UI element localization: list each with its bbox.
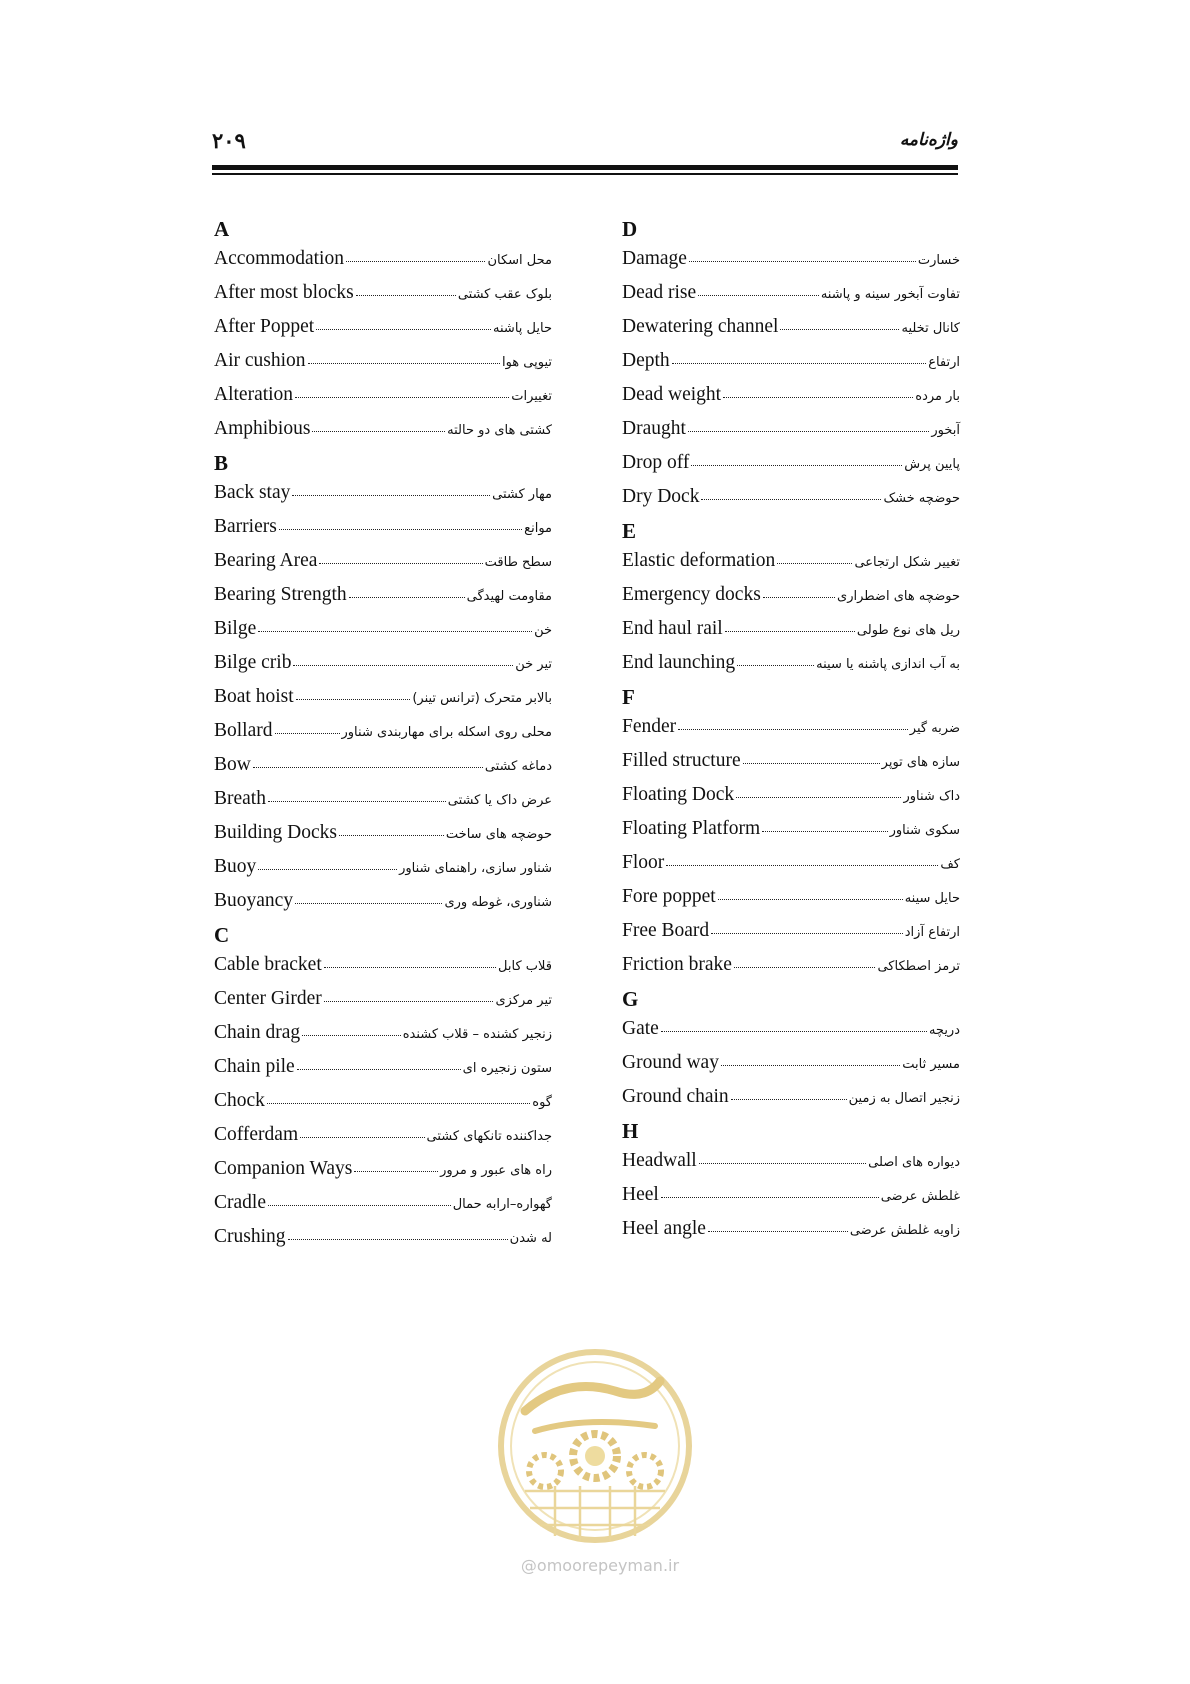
entry-term: Emergency docks xyxy=(622,584,761,605)
entry-definition: جداکننده تانکهای کشتی xyxy=(426,1129,552,1144)
section-letter: E xyxy=(622,519,637,543)
dot-leader xyxy=(721,1065,900,1066)
entry-term: Dewatering channel xyxy=(622,316,779,337)
entry-definition: حایل سینه xyxy=(904,891,960,906)
dot-leader xyxy=(258,631,532,632)
entry-definition: کف xyxy=(940,857,960,872)
glossary-entry xyxy=(622,914,960,948)
entry-definition: عرض داک یا کشتی xyxy=(447,793,552,808)
entry-term: Air cushion xyxy=(214,350,306,371)
glossary-column-right xyxy=(622,212,960,1246)
glossary-entry xyxy=(622,242,960,276)
glossary-entry xyxy=(214,242,552,276)
dot-leader xyxy=(743,763,880,764)
glossary-entry xyxy=(622,578,960,612)
glossary-entry xyxy=(622,1080,960,1114)
entry-definition: ترمز اصطکاکی xyxy=(877,959,960,974)
dot-leader xyxy=(780,329,899,330)
dot-leader xyxy=(316,329,491,330)
entry-term: Floating Platform xyxy=(622,818,761,839)
glossary-entry xyxy=(214,310,552,344)
entry-term: Chain drag xyxy=(214,1022,301,1043)
entry-definition: سکوی شناور xyxy=(889,823,960,838)
dot-leader xyxy=(267,1103,530,1104)
entry-term: After Poppet xyxy=(214,316,315,337)
entry-definition: راه های عبور و مرور xyxy=(440,1163,552,1178)
entry-term: Heel angle xyxy=(622,1218,706,1239)
dot-leader xyxy=(672,363,927,364)
glossary-entry xyxy=(214,1152,552,1186)
entry-definition: داک شناور xyxy=(903,789,960,804)
dot-leader xyxy=(711,933,903,934)
dot-leader xyxy=(763,597,835,598)
entry-term: Friction brake xyxy=(622,954,732,975)
glossary-column-left xyxy=(214,212,552,1254)
entry-definition: آبخور xyxy=(931,423,960,438)
dot-leader xyxy=(718,899,903,900)
entry-definition: گوه xyxy=(532,1095,552,1110)
entry-definition: غلطش عرضی xyxy=(880,1189,960,1204)
dot-leader xyxy=(288,1239,508,1240)
dot-leader xyxy=(698,295,819,296)
entry-term: Bearing Strength xyxy=(214,584,347,605)
glossary-entry xyxy=(214,714,552,748)
dot-leader xyxy=(354,1171,438,1172)
header-rule-thick xyxy=(212,165,958,170)
entry-term: Filled structure xyxy=(622,750,741,771)
entry-definition: مسیر ثابت xyxy=(902,1057,960,1072)
entry-definition: ستون زنجیره ای xyxy=(462,1061,552,1076)
dot-leader xyxy=(737,665,814,666)
glossary-entry xyxy=(214,378,552,412)
dot-leader xyxy=(295,903,442,904)
entry-term: Breath xyxy=(214,788,266,809)
entry-term: Bilge crib xyxy=(214,652,292,673)
entry-definition: بار مرده xyxy=(915,389,960,404)
entry-definition: حوضچه های ساخت xyxy=(445,827,552,842)
entry-term: Heel xyxy=(622,1184,659,1205)
entry-term: Crushing xyxy=(214,1226,286,1247)
dot-leader xyxy=(253,767,483,768)
glossary-entry xyxy=(622,1046,960,1080)
entry-term: Dead weight xyxy=(622,384,722,405)
dot-leader xyxy=(293,665,513,666)
entry-definition: بالابر متحرک (ترانس تینر) xyxy=(412,691,552,706)
dot-leader xyxy=(279,529,522,530)
entry-definition: تغییر شکل ارتجاعی xyxy=(854,555,960,570)
entry-definition: محلی روی اسکله برای مهاربندی شناور xyxy=(341,725,552,740)
glossary-entry xyxy=(214,276,552,310)
section-letter: B xyxy=(214,451,229,475)
entry-term: Barriers xyxy=(214,516,277,537)
glossary-entry xyxy=(622,846,960,880)
entry-term: Drop off xyxy=(622,452,690,473)
entry-term: Draught xyxy=(622,418,686,439)
entry-definition: تیوپی هوا xyxy=(501,355,552,370)
entry-definition: دماغه کشتی xyxy=(484,759,552,774)
dot-leader xyxy=(324,1001,494,1002)
entry-term: Bilge xyxy=(214,618,257,639)
entry-definition: قلاب کابل xyxy=(498,959,552,974)
glossary-entry xyxy=(622,344,960,378)
entry-definition: له شدن xyxy=(509,1231,552,1246)
entry-term: Chain pile xyxy=(214,1056,295,1077)
entry-term: Damage xyxy=(622,248,687,269)
glossary-entry xyxy=(622,812,960,846)
glossary-entry xyxy=(214,344,552,378)
glossary-entry xyxy=(214,612,552,646)
entry-definition: زاویه غلطش عرضی xyxy=(849,1223,960,1238)
entry-definition: دریچه xyxy=(928,1023,960,1038)
entry-term: Fender xyxy=(622,716,677,737)
glossary-entry xyxy=(622,1144,960,1178)
entry-definition: دیواره های اصلی xyxy=(868,1155,960,1170)
glossary-entry xyxy=(214,850,552,884)
dot-leader xyxy=(688,431,929,432)
dot-leader xyxy=(308,363,500,364)
running-title: واژه‌نامه xyxy=(899,130,958,150)
entry-term: Depth xyxy=(622,350,670,371)
section-letter: F xyxy=(622,685,635,709)
entry-term: Companion Ways xyxy=(214,1158,353,1179)
glossary-entry xyxy=(622,446,960,480)
entry-term: After most blocks xyxy=(214,282,354,303)
glossary-entry xyxy=(214,748,552,782)
entry-definition: حوضچه های اضطراری xyxy=(837,589,960,604)
dot-leader xyxy=(691,465,902,466)
section-letter: H xyxy=(622,1119,639,1143)
glossary-entry xyxy=(214,948,552,982)
entry-definition: پایین پرش xyxy=(904,457,960,472)
section-letter: C xyxy=(214,923,230,947)
glossary-entry xyxy=(622,310,960,344)
entry-definition: حایل پاشنه xyxy=(493,321,552,336)
glossary-entry xyxy=(214,1118,552,1152)
entry-term: Chock xyxy=(214,1090,265,1111)
glossary-entry xyxy=(214,884,552,918)
entry-term: Gate xyxy=(622,1018,659,1039)
entry-definition: به آب اندازی پاشنه یا سینه xyxy=(816,657,960,672)
entry-definition: سازه های توپر xyxy=(881,755,960,770)
dot-leader xyxy=(725,631,855,632)
dot-leader xyxy=(678,729,908,730)
dot-leader xyxy=(356,295,456,296)
entry-term: Ground way xyxy=(622,1052,719,1073)
watermark-logo xyxy=(494,1336,696,1556)
dot-leader xyxy=(666,865,938,866)
page-header xyxy=(212,128,958,158)
dot-leader xyxy=(661,1197,879,1198)
dot-leader xyxy=(297,1069,461,1070)
dot-leader xyxy=(268,1205,451,1206)
dot-leader xyxy=(723,397,913,398)
entry-term: Bollard xyxy=(214,720,273,741)
entry-term: Bow xyxy=(214,754,251,775)
entry-definition: کانال تخلیه xyxy=(901,321,960,336)
entry-definition: محل اسکان xyxy=(487,253,552,268)
entry-term: Elastic deformation xyxy=(622,550,776,571)
entry-term: Cofferdam xyxy=(214,1124,299,1145)
entry-definition: مقاومت لهیدگی xyxy=(466,589,552,604)
dot-leader xyxy=(324,967,496,968)
entry-definition: گهواره–ارابه حمال xyxy=(452,1197,552,1212)
entry-definition: موانع xyxy=(524,521,552,536)
glossary-entry xyxy=(622,412,960,446)
entry-definition: حوضچه خشک xyxy=(883,491,960,506)
dot-leader xyxy=(349,597,465,598)
dot-leader xyxy=(731,1099,847,1100)
dot-leader xyxy=(295,397,509,398)
dot-leader xyxy=(292,495,490,496)
glossary-entry xyxy=(214,1220,552,1254)
entry-definition: زنجیر اتصال به زمین xyxy=(848,1091,960,1106)
glossary-entry xyxy=(622,276,960,310)
glossary-entry xyxy=(622,378,960,412)
glossary-entry xyxy=(622,710,960,744)
entry-definition: مهار کشتی xyxy=(492,487,552,502)
entry-term: End launching xyxy=(622,652,736,673)
entry-definition: سطح طاقت xyxy=(484,555,552,570)
dot-leader xyxy=(319,563,482,564)
entry-term: Fore poppet xyxy=(622,886,716,907)
section-letter: A xyxy=(214,217,230,241)
entry-term: Headwall xyxy=(622,1150,697,1171)
entry-definition: بلوک عقب کشتی xyxy=(457,287,552,302)
entry-term: End haul rail xyxy=(622,618,723,639)
entry-term: Dry Dock xyxy=(622,486,700,507)
entry-term: Back stay xyxy=(214,482,291,503)
dot-leader xyxy=(736,797,901,798)
dot-leader xyxy=(346,261,486,262)
entry-definition: ارتفاع xyxy=(928,355,960,370)
glossary-entry xyxy=(622,948,960,982)
entry-term: Floating Dock xyxy=(622,784,735,805)
glossary-entry xyxy=(214,782,552,816)
entry-term: Building Docks xyxy=(214,822,337,843)
entry-definition: ارتفاع آزاد xyxy=(904,925,960,940)
entry-term: Buoyancy xyxy=(214,890,294,911)
header-rule-thin xyxy=(212,173,958,175)
entry-definition: زنجیر کشنده – قلاب کشنده xyxy=(402,1027,552,1042)
entry-definition: تغییرات xyxy=(511,389,552,404)
entry-term: Buoy xyxy=(214,856,257,877)
entry-term: Ground chain xyxy=(622,1086,729,1107)
entry-term: Dead rise xyxy=(622,282,697,303)
glossary-entry xyxy=(214,476,552,510)
glossary-entry xyxy=(214,1016,552,1050)
entry-definition: خن xyxy=(534,623,552,638)
dot-leader xyxy=(258,869,397,870)
entry-definition: تفاوت آبخور سینه و پاشنه xyxy=(820,287,960,302)
glossary-entry xyxy=(214,544,552,578)
entry-term: Alteration xyxy=(214,384,294,405)
entry-term: Floor xyxy=(622,852,665,873)
glossary-entry xyxy=(214,816,552,850)
glossary-entry xyxy=(214,1186,552,1220)
page-number: ۲۰۹ xyxy=(212,128,246,153)
dot-leader xyxy=(762,831,887,832)
dot-leader xyxy=(300,1137,424,1138)
dot-leader xyxy=(339,835,444,836)
glossary-entry xyxy=(622,646,960,680)
glossary-entry xyxy=(214,646,552,680)
entry-term: Cradle xyxy=(214,1192,266,1213)
entry-definition: تیر خن xyxy=(515,657,552,672)
entry-definition: خسارت xyxy=(917,253,960,268)
glossary-entry xyxy=(214,1050,552,1084)
dot-leader xyxy=(701,499,881,500)
glossary-entry xyxy=(622,1178,960,1212)
glossary-entry xyxy=(214,510,552,544)
dot-leader xyxy=(699,1163,866,1164)
dot-leader xyxy=(268,801,446,802)
entry-term: Accommodation xyxy=(214,248,344,269)
glossary-entry xyxy=(622,544,960,578)
dot-leader xyxy=(734,967,876,968)
entry-term: Center Girder xyxy=(214,988,322,1009)
glossary-entry xyxy=(214,680,552,714)
glossary-entry xyxy=(214,1084,552,1118)
entry-term: Bearing Area xyxy=(214,550,318,571)
glossary-entry xyxy=(622,1012,960,1046)
dot-leader xyxy=(661,1031,927,1032)
glossary-entry xyxy=(622,480,960,514)
glossary-entry xyxy=(622,880,960,914)
entry-term: Amphibious xyxy=(214,418,311,439)
glossary-entry xyxy=(214,578,552,612)
entry-term: Boat hoist xyxy=(214,686,294,707)
dot-leader xyxy=(302,1035,401,1036)
section-letter: G xyxy=(622,987,639,1011)
entry-definition: ضربه گیر xyxy=(909,721,960,736)
glossary-entry xyxy=(622,612,960,646)
glossary-entry xyxy=(622,1212,960,1246)
dot-leader xyxy=(708,1231,848,1232)
section-letter: D xyxy=(622,217,638,241)
dot-leader xyxy=(689,261,916,262)
glossary-entry xyxy=(622,778,960,812)
watermark-url: @omoorepeyman.ir xyxy=(520,1556,680,1575)
at-icon: @ xyxy=(520,1556,537,1575)
entry-definition: شناور سازی، راهنمای شناور xyxy=(399,861,552,876)
dot-leader xyxy=(777,563,852,564)
dot-leader xyxy=(312,431,445,432)
dot-leader xyxy=(296,699,411,700)
dot-leader xyxy=(275,733,340,734)
entry-definition: ریل های نوع طولی xyxy=(856,623,960,638)
entry-definition: تیر مرکزی xyxy=(495,993,552,1008)
entry-definition: کشتی های دو حالته xyxy=(447,423,552,438)
glossary-entry xyxy=(214,412,552,446)
entry-definition: شناوری، غوطه وری xyxy=(444,895,552,910)
glossary-entry xyxy=(214,982,552,1016)
glossary-entry xyxy=(622,744,960,778)
entry-term: Free Board xyxy=(622,920,710,941)
entry-term: Cable bracket xyxy=(214,954,322,975)
